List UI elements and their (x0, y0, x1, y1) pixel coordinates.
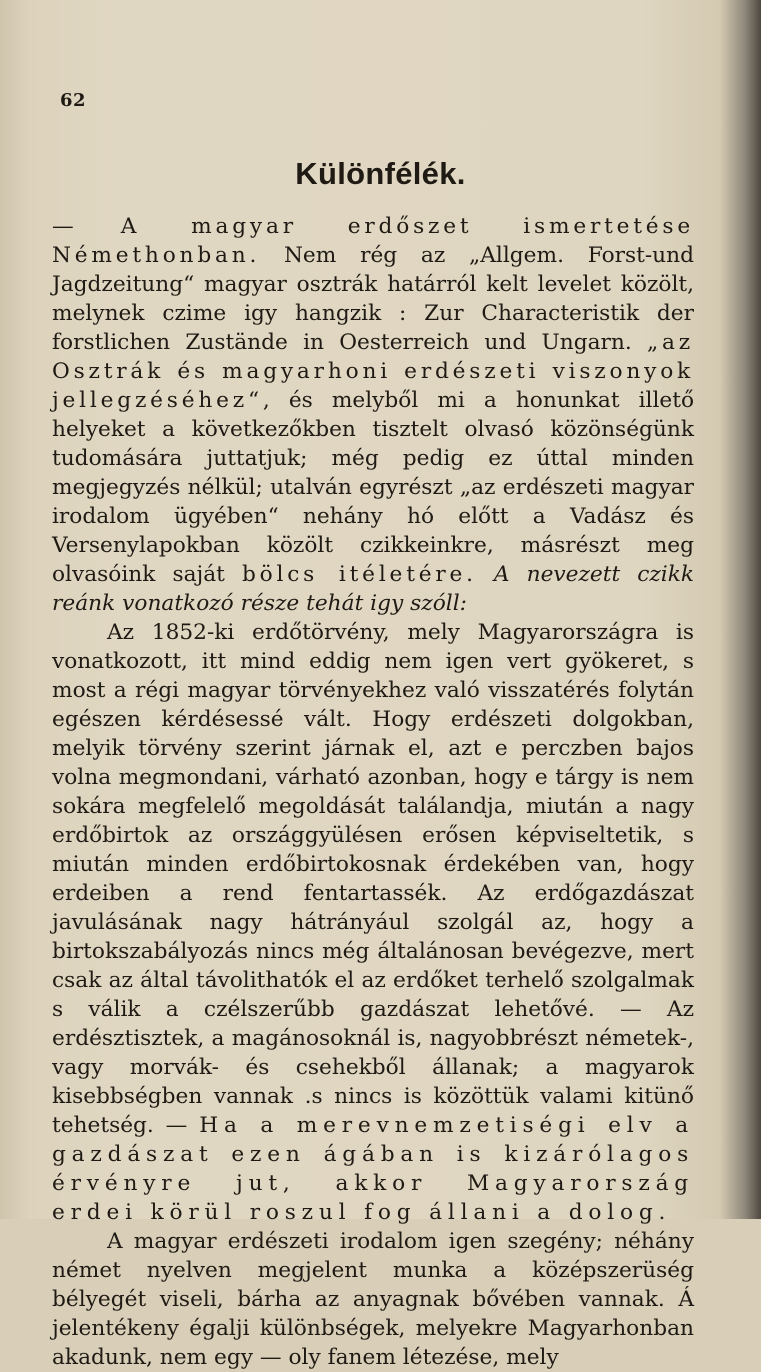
page-number: 62 (60, 90, 87, 111)
article-body (52, 212, 694, 1372)
text-run: Az 1852-ki erdőtörvény, mely Magyarországra is vonatkozott, itt mind eddig nem igen vert gyökeret, s most a régi magyar törvényekhez való visszatérés folytán egészen kérdésessé vált. Hogy erdészeti dolgokban, melyik törvény szerint járnak el, azt e perczben bajos volna megmondani, várható azonban, hogy e tárgy is nem sokára megfelelő megoldását találandja, miután a nagy erdőbirtok az országgyülésen erősen képviseltetik, s miután minden erdőbirtokosnak érdekében van, hogy erdeiben a rend fentartassék. Az erdőgazdászat javulásának nagy hátrányául szolgál az, hogy a birtokszabályozás nincs még általánosan bevégezve, mert csak az által távolithatók el az erdőket terhelő szolgalmak s válik a czélszerűbb gazdászat lehetővé. — Az erdésztisztek, a magánosoknál is, nagyobbrészt németek-, vagy morvák- és csehekből állanak; a magyarok kisebbségben vannak .s nincs is közöttük valami kitünő tehetség. — (52, 620, 694, 1138)
emphasized-phrase: bölcs itéletére. (241, 562, 477, 587)
italic-phrase: A nevezett czikk reánk vonatkozó része tehát igy szóll: (52, 562, 695, 616)
text-run: Nem rég az „Allgem. Forst-und Jagdzeitung“ magyar osztrák határról kelt levelet közölt, melynek czime igy hangzik : Zur Characteristik der forstlichen Zustände in Oesterreich und Ungarn. (52, 243, 694, 355)
section-title: Különfélék. (295, 156, 466, 191)
paragraph-2 (52, 618, 694, 1227)
paragraph-3 (52, 1227, 694, 1372)
paragraph-1 (52, 212, 694, 618)
text-run: A magyar erdészeti irodalom igen szegény; néhány német nyelven megjelent munka a középszerüség bélyegét viseli, bárha az anyagnak bővében vannak. Á jelentékeny égalji különbségek, melyekre Magyarhonban akadunk, nem egy — oly fanem létezése, mely (52, 1229, 694, 1370)
text-run: , és melyből mi a honunkat illető helyeket a következőkben tisztelt olvasó közönségünk tudomására juttatjuk; még pedig ez úttal minden megjegyzés nélkül; utalván egyrészt „az erdészeti magyar irodalom ügyében“ nehány hó előtt a Vadász és Versenylapokban közölt czikkeinkre, másrészt meg olvasóink saját (52, 388, 694, 587)
emphasized-sentence: Ha a merevnemzetiségi elv a gazdászat ezen ágában is kizárólagos érvényre jut, akkor Magyarország erdei körül roszul fog állani a dolog. (52, 1113, 694, 1225)
dash: — (52, 214, 121, 239)
article-heading: A magyar erdőszet ismertetése Némethonban. (52, 214, 694, 268)
emphasized-quote: „az Osztrák és magyarhoni erdészeti viszonyok jellegzéséhez“ (52, 330, 694, 413)
